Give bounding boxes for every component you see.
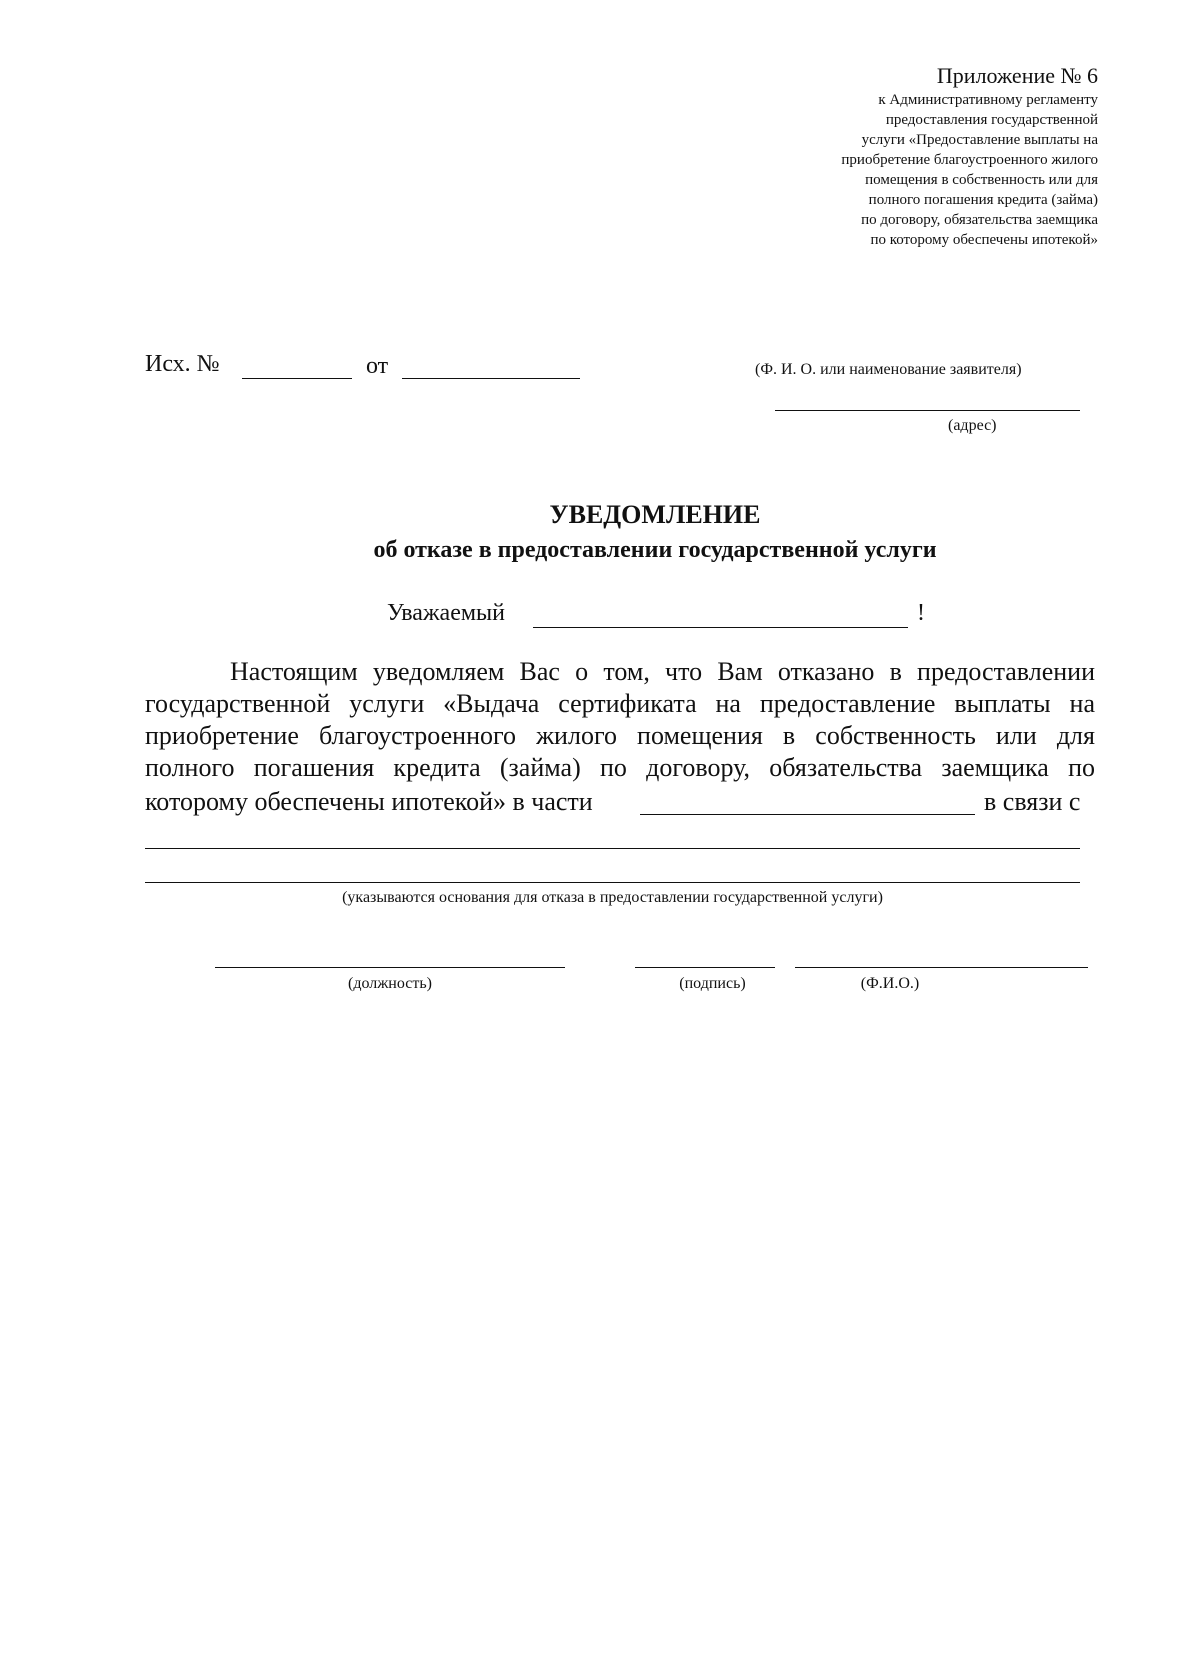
- address-caption: (адрес): [948, 417, 997, 434]
- position-field[interactable]: [215, 967, 565, 968]
- appendix-line: помещения в собственность или для: [865, 172, 1098, 188]
- salutation-label: Уважаемый: [387, 600, 505, 626]
- address-field[interactable]: [775, 410, 1080, 411]
- signature-field[interactable]: [635, 967, 775, 968]
- reasons-caption: (указываются основания для отказа в предоставлении государственной услуги): [342, 889, 883, 906]
- notice-body: [145, 656, 1095, 784]
- date-label: от: [366, 353, 389, 379]
- notice-subtitle: об отказе в предоставлении государственной услуги: [373, 537, 937, 563]
- reasons-field-line-1[interactable]: [145, 848, 1080, 849]
- appendix-line: полного погашения кредита (займа): [868, 192, 1098, 208]
- appendix-line: к Административному регламенту: [878, 92, 1098, 108]
- reasons-field-line-2[interactable]: [145, 882, 1080, 883]
- date-field[interactable]: [402, 378, 580, 379]
- position-caption: (должность): [348, 975, 432, 992]
- refusal-part-field[interactable]: [640, 814, 975, 815]
- body-line: государственной услуги «Выдача сертификата на предоставление выплаты на: [145, 689, 1095, 718]
- addressee-name-field[interactable]: [533, 627, 908, 628]
- signature-caption: (подпись): [679, 975, 746, 992]
- full-name-field[interactable]: [795, 967, 1088, 968]
- appendix-title: Приложение № 6: [936, 63, 1098, 88]
- appendix-line: предоставления государственной: [885, 112, 1098, 128]
- body-line: Настоящим уведомляем Вас о том, что Вам отказано в предоставлении: [230, 657, 1095, 686]
- notice-title: УВЕДОМЛЕНИЕ: [549, 500, 761, 529]
- appendix-line: по договору, обязательства заемщика: [861, 212, 1098, 228]
- appendix-block: [680, 62, 1098, 250]
- body-line: полного погашения кредита (займа) по договору, обязательства заемщика по: [145, 753, 1095, 782]
- appendix-line: услуги «Предоставление выплаты на: [861, 132, 1098, 148]
- outgoing-number-label: Исх. №: [145, 351, 220, 377]
- body-last-line-start: которому обеспечены ипотекой» в части: [145, 787, 593, 816]
- body-last-line-end: в связи с: [984, 787, 1081, 816]
- salutation-end: !: [917, 600, 925, 626]
- appendix-line: по которому обеспечены ипотекой»: [870, 232, 1098, 248]
- applicant-caption: (Ф. И. О. или наименование заявителя): [755, 361, 1022, 378]
- appendix-line: приобретение благоустроенного жилого: [841, 152, 1098, 168]
- outgoing-number-field[interactable]: [242, 378, 352, 379]
- body-line: приобретение благоустроенного жилого помещения в собственность или для: [145, 721, 1095, 750]
- full-name-caption: (Ф.И.О.): [860, 975, 920, 992]
